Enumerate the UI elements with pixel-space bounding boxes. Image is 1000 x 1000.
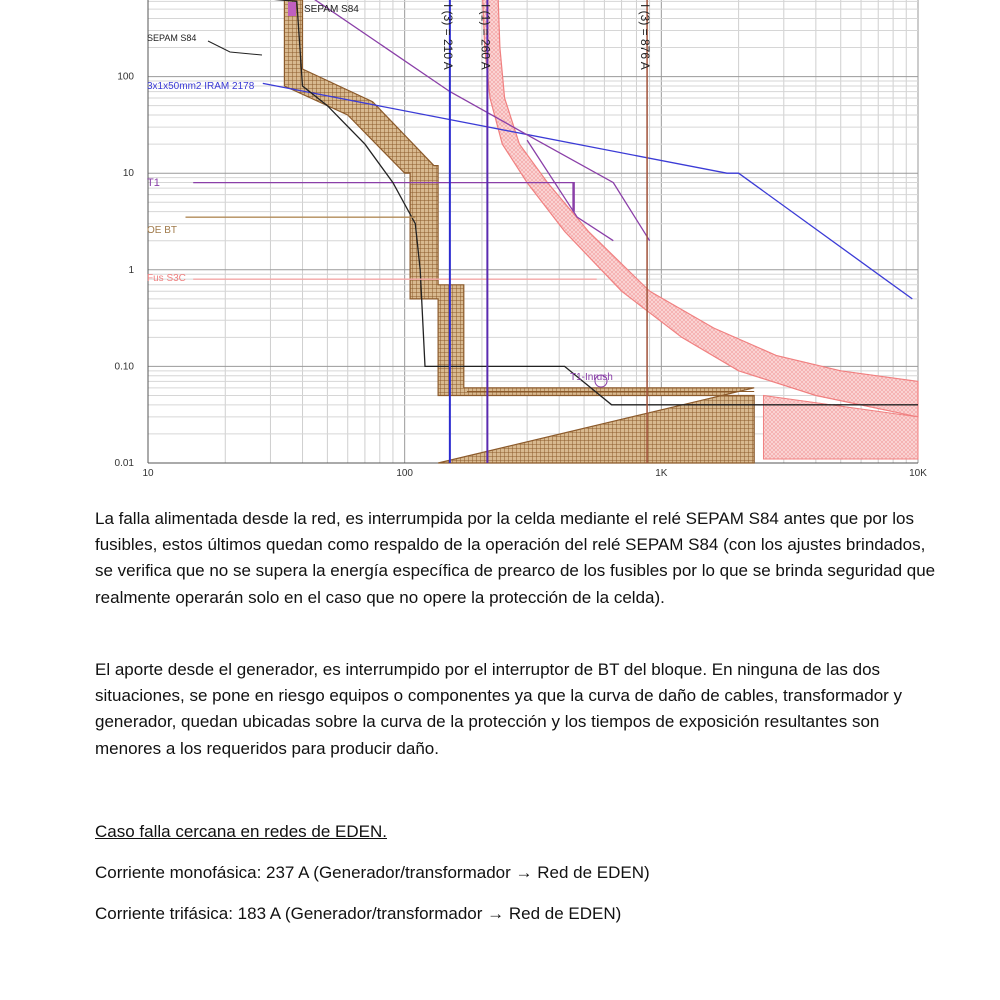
y-tick-label: 0.10 [114, 361, 134, 373]
fuse-melt-band [482, 0, 918, 417]
y-tick-label: 1 [128, 264, 134, 276]
y-axis-ticks [115, 72, 135, 469]
fault-current-label: I (1) = 260 A [478, 4, 493, 70]
label-oe-bt: OE BT [147, 225, 178, 236]
paragraph-relay-operation: La falla alimentada desde la red, es interrumpida por la celda mediante el relé SEPAM S84 antes que por los fusibles, estos últimos quedan como respaldo de la operación del relé SEPAM S84 (con los ajustes brindados, se verifica que no se supera la energía específica de prearco de los fusibles por lo que se brinda seguridad que realmente operarán solo en el caso que no opere la protección de la celda). [95, 509, 936, 607]
y-tick-label: 0.01 [114, 458, 134, 469]
sepam-marker [288, 2, 296, 16]
tcc-chart [0, 0, 1000, 480]
triphasic-current: Corriente trifásica: 183 A (Generador/transformador → Red de EDEN) [95, 904, 622, 923]
x-tick-label: 1K [655, 468, 668, 479]
label-t1: T1 [147, 177, 160, 189]
x-tick-label: 100 [396, 468, 414, 479]
label-fus: Fus S3C [147, 273, 186, 284]
y-tick-label: 100 [117, 71, 134, 83]
y-tick-label: 10 [122, 168, 134, 180]
x-tick-label: 10 [142, 468, 154, 479]
label-sepam-top: SEPAM S84 [304, 4, 359, 15]
x-tick-label: 10K [909, 468, 927, 479]
paragraph-generator-contribution: El aporte desde el generador, es interrumpido por el interruptor de BT del bloque. En ninguna de las dos situaciones, se pone en riesgo equipos o componentes ya que la curva de daño de cables, transformador y generador, quedan ubicadas sobre la curva de la protección y los tiempos de exposición resultantes son menores a los requeridos para producir daño. [95, 660, 903, 758]
monophasic-current: Corriente monofásica: 237 A (Generador/transformador → Red de EDEN) [95, 863, 650, 882]
label-inrush: T1-Inrush [570, 372, 613, 383]
sepam-relay-band [284, 0, 754, 463]
label-sepam-left: SEPAM S84 [147, 33, 197, 43]
label-cable: 3x1x50mm2 IRAM 2178 [147, 81, 255, 92]
fault-current-label: I (3) = 210 A [440, 4, 455, 70]
tcc-chart-svg [0, 0, 1000, 480]
section-heading: Caso falla cercana en redes de EDEN. [95, 822, 387, 841]
x-axis-ticks [142, 468, 927, 479]
fault-current-label: I (3) = 876 A [638, 4, 653, 70]
chart-curves [186, 0, 919, 463]
